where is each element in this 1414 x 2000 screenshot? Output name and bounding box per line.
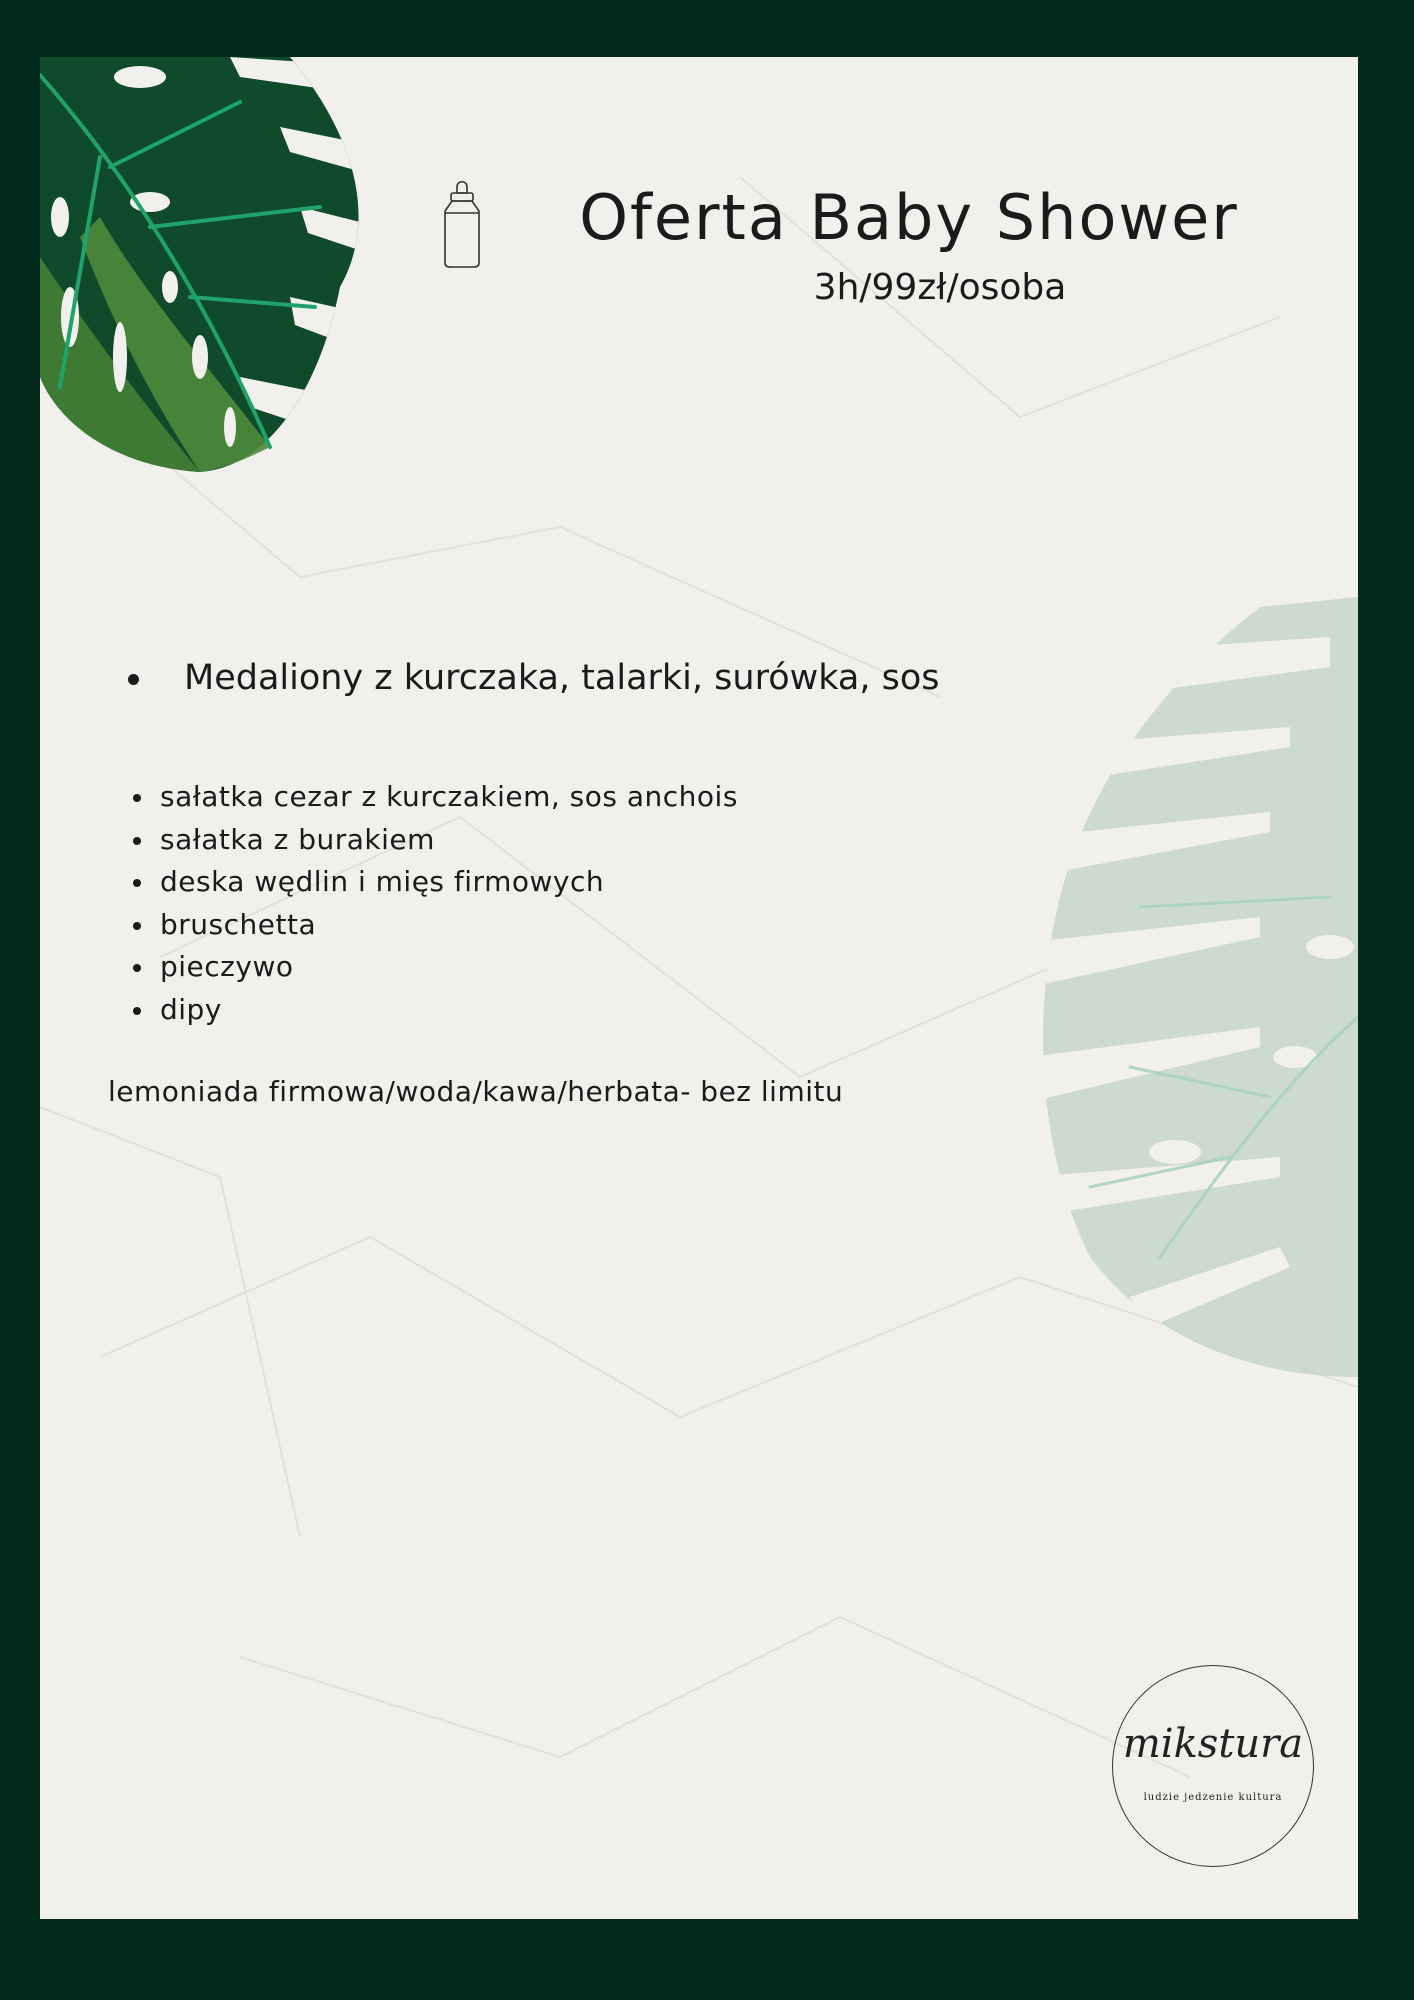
drinks-line: lemoniada firmowa/woda/kawa/herbata- bez limitu [108,1075,844,1108]
price-subtitle: 3h/99zł/osoba [813,267,1067,308]
mikstura-logo [1112,1665,1314,1867]
menu-items-list [130,776,738,1031]
menu-sheet [40,57,1358,1919]
main-dish-list [128,657,939,699]
list-item: sałatka cezar z kurczakiem, sos anchois [130,776,738,819]
list-item: deska wędlin i mięs firmowych [130,861,738,904]
list-item: dipy [130,989,738,1032]
logo-name: mikstura [1122,1721,1304,1767]
main-dish-item: Medaliony z kurczaka, talarki, surówka, sos [128,657,939,699]
list-item: bruschetta [130,904,738,947]
monstera-leaf-right [1030,597,1358,1377]
monstera-leaf-top-left [40,57,380,477]
page-title: Oferta Baby Shower [579,181,1239,254]
list-item: pieczywo [130,946,738,989]
list-item: sałatka z burakiem [130,819,738,862]
logo-tagline: ludzie jedzenie kultura [1143,1792,1283,1803]
